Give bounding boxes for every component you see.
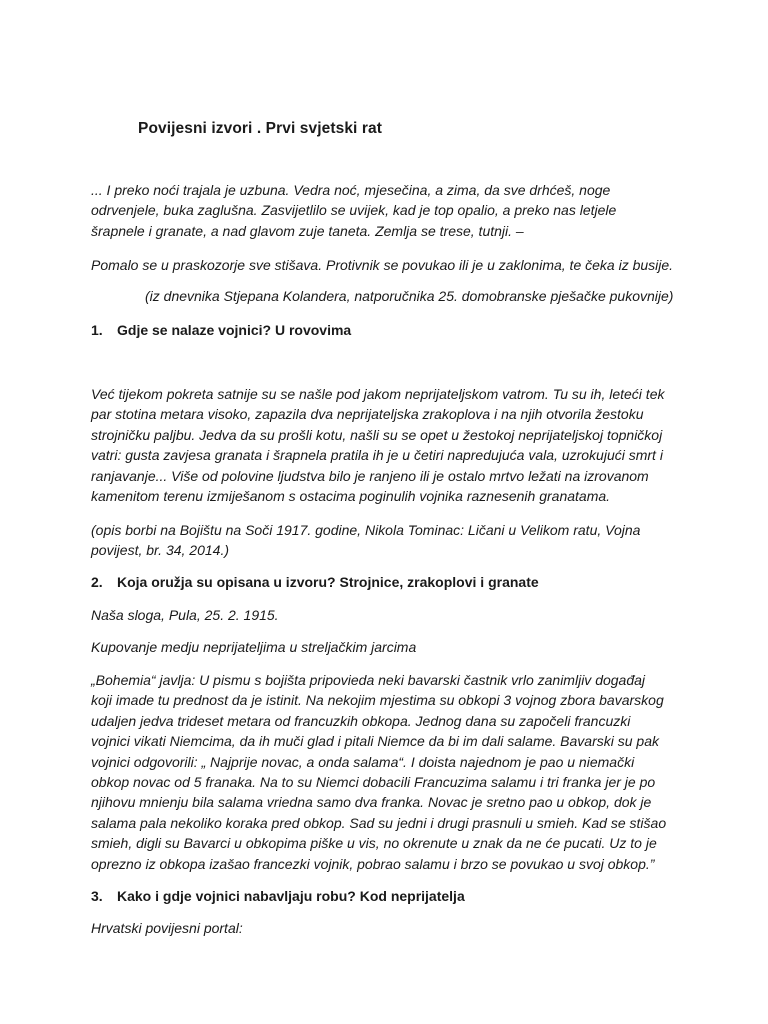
question-3: [91, 886, 691, 906]
question-number: 2.: [91, 574, 103, 590]
text-line: par stotina metara visoko, zapazila dva neprijateljska zrakoplova i na njih otvorila žestoku: [91, 406, 644, 423]
text-line: salama pala nekoliko koraka pred obkop. Sad su jedni i drugi prasnuli u smieh. Kad se stišao: [91, 814, 667, 831]
text-line: odrvenjele, buka zaglušna. Zasvijetlilo se uvijek, kad je top opalio, a preko nas letjele: [91, 202, 617, 219]
text-line: koji imade tu prednost da je istinit. Na nekojim mjestima su obkopi 3 vojnog zbora bavarskog: [91, 692, 664, 709]
source1-paragraph: [91, 180, 691, 241]
text-line: njihovu mnienju bila salama vriedna samo dva franka. Novac je sretno pao u obkop, dok je: [91, 794, 652, 811]
source3-subheading: Kupovanje medju neprijateljima u streljačkim jarcima: [91, 639, 417, 655]
text-line: vojnici vikati Niemcima, da ih muči glad i pitali Niemce da bi im dali salame. Bavarski su pak: [91, 733, 659, 750]
text-line: Već tijekom pokreta satnije su se našle pod jakom neprijateljskom vatrom. Tu su ih, leteći tek: [91, 386, 665, 402]
text-line: oprezno iz obkopa izašao francezki vojnik, pobrao salamu i brzo se povukao u svoj obkop.”: [91, 855, 655, 872]
question-number: 1.: [91, 322, 103, 338]
text-line: obkop novac od 5 franaka. Na to su Niemci dobacili Francuzima salamu i tri franka jer je po: [91, 774, 656, 791]
source3-paragraph: [91, 670, 691, 874]
text-line: (opis borbi na Bojištu na Soči 1917. godine, Nikola Tominac: Ličani u Velikom ratu, Vojna: [91, 522, 641, 538]
question-text: Gdje se nalaze vojnici? U rovovima: [117, 322, 352, 338]
text-line: vojnici odgovorili: „ Najprije novac, a onda salama“. I doista najednom je pao u niemački: [91, 753, 635, 770]
document-title: Povijesni izvori . Prvi svjetski rat: [138, 120, 382, 137]
text-line: udaljen jedva trideset metara od francuzkih obkopa. Jednog dana su započeli francuzki: [91, 712, 631, 729]
question-number: 3.: [91, 888, 103, 904]
text-line: povijest, br. 34, 2014.): [91, 542, 230, 559]
source1-citation: (iz dnevnika Stjepana Kolandera, natporučnika 25. domobranske pješačke pukovnije): [145, 288, 674, 304]
question-text: Koja oružja su opisana u izvoru? Strojnice, zrakoplovi i granate: [117, 574, 539, 590]
source1-continuation: Pomalo se u praskozorje sve stišava. Protivnik se povukao ili je u zaklonima, te čeka iz busije.: [91, 257, 674, 273]
text-line: ranjavanje... Više od polovine ljudstva bilo je ranjeno ili je ostalo mrtvo ležati na izrovanom: [91, 467, 649, 484]
source3-heading: Naša sloga, Pula, 25. 2. 1915.: [91, 607, 279, 623]
text-line: šrapnele i granate, a nad glavom zuje taneta. Zemlja se trese, tutnji. –: [91, 222, 524, 239]
text-line: „Bohemia“ javlja: U pismu s bojišta pripovieda neki bavarski častnik vrlo zanimljiv događaj: [91, 672, 646, 688]
source2-paragraph: [91, 384, 691, 506]
text-line: ... I preko noći trajala je uzbuna. Vedra noć, mjesečina, a zima, da sve drhćeš, noge: [91, 182, 611, 198]
text-line: kamenitom terenu izmiješanom s ostacima poginulih vojnika raznesenih granatama.: [91, 488, 611, 505]
question-1: [91, 320, 691, 340]
source2-citation: [91, 520, 691, 561]
question-2: [91, 572, 691, 592]
question-text: Kako i gdje vojnici nabavljaju robu? Kod neprijatelja: [117, 888, 465, 904]
text-line: strojničku paljbu. Jedva da su prošli kotu, našli su se opet u žestokoj neprijateljskoj topničkoj: [91, 426, 663, 443]
source4-heading: Hrvatski povijesni portal:: [91, 920, 243, 936]
text-line: vatri: gusta zavjesa granata i šrapnela pratila ih je u četiri napredujuća vala, uzrokujući smrt i: [91, 447, 663, 464]
text-line: smieh, digli su Bavarci u obkopima piške u vis, no okrenute u znak da ne će pucati. Uz to je: [91, 835, 657, 852]
